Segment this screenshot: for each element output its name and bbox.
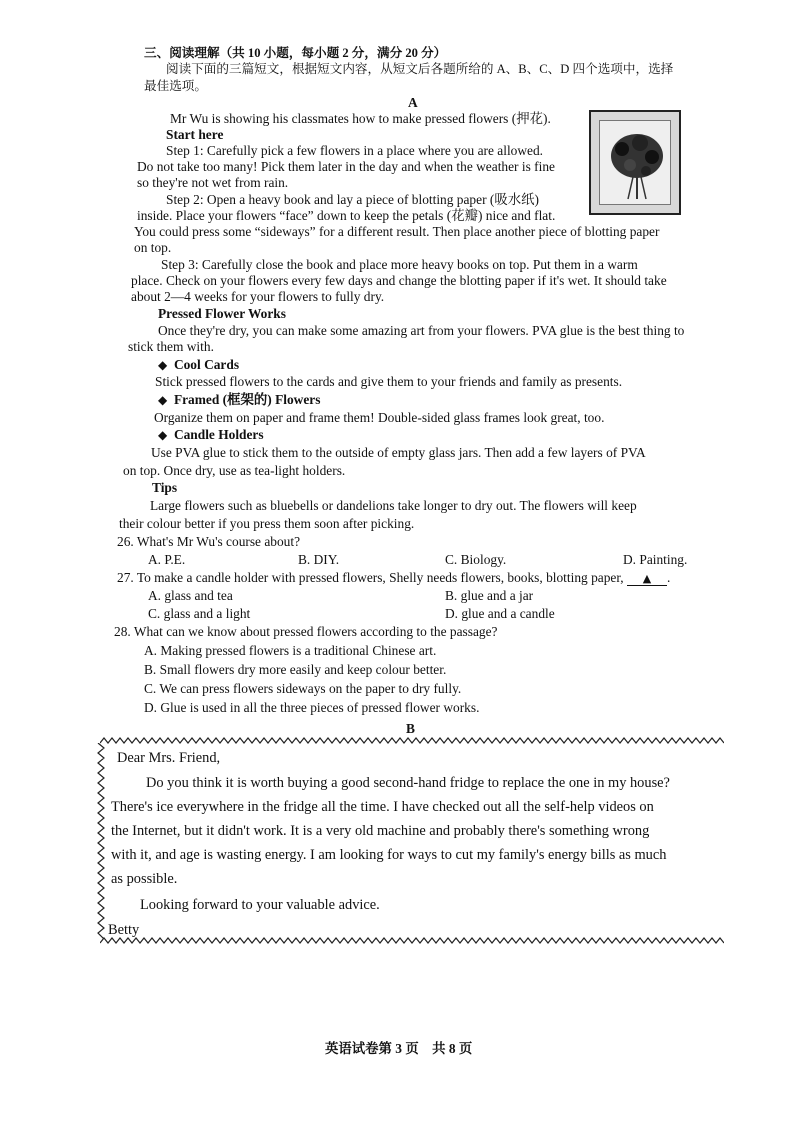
diamond-bullet-icon: ◆ (158, 358, 168, 372)
passage-a-line: about 2—4 weeks for your flowers to fully dry. (131, 289, 385, 304)
page-footer: 英语试卷第 3 页 共 8 页 (325, 1041, 473, 1056)
question-27-end: . (667, 570, 671, 585)
passage-a-line: their colour better if you press them soon after picking. (119, 516, 415, 531)
letter-body-line: with it, and age is wasting energy. I am looking for ways to cut my family's energy bills as much (111, 847, 667, 863)
passage-a-line: You could press some “sideways” for a different result. Then place another piece of blotting paper (134, 224, 660, 239)
option-b: B. DIY. (298, 552, 340, 567)
passage-a-line: stick them with. (128, 339, 214, 354)
subheading: Cool Cards (173, 357, 240, 372)
option-a: A. P.E. (148, 552, 186, 567)
letter-greeting: Dear Mrs. Friend, (117, 750, 221, 766)
letter-body-line: Do you think it is worth buying a good second-hand fridge to replace the one in my house? (146, 775, 670, 791)
option-a: A. glass and tea (148, 588, 233, 603)
diamond-bullet-icon: ◆ (158, 393, 168, 407)
passage-a-line: Mr Wu is showing his classmates how to make pressed flowers (押花). (170, 111, 551, 126)
subheading: Framed (框架的) Flowers (173, 392, 321, 407)
option-d: D. glue and a candle (445, 606, 555, 621)
bullet-item-candle (158, 426, 264, 444)
question-28-stem: 28. What can we know about pressed flowers according to the passage? (114, 624, 498, 639)
passage-a-line: Large flowers such as bluebells or dandelions take longer to dry out. The flowers will keep (150, 498, 637, 513)
bullet-item-framed (158, 391, 320, 409)
letter-body-line: as possible. (111, 871, 178, 887)
passage-a-line: Stick pressed flowers to the cards and give them to your friends and family as presents. (155, 374, 623, 389)
letter-signature: Betty (108, 922, 140, 938)
flower-bouquet-icon (600, 121, 674, 208)
instructions-line-1: 阅读下面的三篇短文，根据短文内容，从短文后各题所给的 A、B、C、D 四个选项中，选择 (166, 62, 674, 76)
question-27-stem (117, 569, 670, 586)
passage-a-heading: Pressed Flower Works (158, 306, 286, 321)
option-b: B. glue and a jar (445, 588, 534, 603)
zigzag-border-bottom (100, 937, 724, 945)
passage-a-line: Do not take too many! Pick them later in the day and when the weather is fine (137, 159, 555, 174)
passage-a-line: on top. (134, 240, 172, 255)
passage-a-line: Organize them on paper and frame them! Double-sided glass frames look great, too. (154, 410, 605, 425)
passage-a-line: Once they're dry, you can make some amazing art from your flowers. PVA glue is the best thing to (158, 323, 685, 338)
letter-closing: Looking forward to your valuable advice. (140, 897, 380, 913)
passage-a-heading: Tips (152, 480, 178, 495)
option-d: D. Painting. (623, 552, 688, 567)
passage-a-line: on top. Once dry, use as tea-light holders. (123, 463, 346, 478)
passage-a-line: so they're not wet from rain. (137, 175, 289, 190)
passage-a-line: Step 1: Carefully pick a few flowers in a place where you are allowed. (166, 143, 544, 158)
letter-body-line: There's ice everywhere in the fridge all the time. I have checked out all the self-help videos on (111, 799, 654, 815)
diamond-bullet-icon: ◆ (158, 428, 168, 442)
triangle-blank-icon: ▲ (627, 572, 667, 586)
pressed-flower-photo (589, 110, 681, 215)
section-header: 三、阅读理解（共 10 小题，每小题 2 分，满分 20 分） (144, 46, 447, 60)
zigzag-border-top (100, 737, 724, 745)
option-a: A. Making pressed flowers is a traditional Chinese art. (144, 643, 437, 658)
passage-a-line: Step 3: Carefully close the book and place more heavy books on top. Put them in a warm (161, 257, 638, 272)
question-27-text: 27. To make a candle holder with pressed flowers, Shelly needs flowers, books, blotting paper, (117, 570, 624, 585)
zigzag-border-left (96, 743, 106, 939)
option-d: D. Glue is used in all the three pieces of pressed flower works. (144, 700, 480, 715)
passage-a-line: place. Check on your flowers every few days and change the blotting paper if it's wet. It should take (131, 273, 667, 288)
letter-body-line: the Internet, but it didn't work. It is a very old machine and probably there's something wrong (111, 823, 650, 839)
passage-a-line: Step 2: Open a heavy book and lay a piece of blotting paper (吸水纸) (166, 192, 539, 207)
passage-a-line: inside. Place your flowers “face” down to keep the petals (花瓣) nice and flat. (137, 208, 556, 223)
passage-a-heading: Start here (166, 127, 224, 142)
subheading: Candle Holders (173, 427, 264, 442)
question-26-stem: 26. What's Mr Wu's course about? (117, 534, 301, 549)
passage-a-line: Use PVA glue to stick them to the outside of empty glass jars. Then add a few layers of PVA (151, 445, 646, 460)
option-c: C. We can press flowers sideways on the paper to dry fully. (144, 681, 462, 696)
option-b: B. Small flowers dry more easily and keep colour better. (144, 662, 447, 677)
bullet-item-cool-cards (158, 356, 239, 374)
passage-b-label: B (406, 721, 415, 736)
instructions-line-2: 最佳选项。 (144, 79, 207, 93)
option-c: C. glass and a light (148, 606, 251, 621)
passage-a-label: A (408, 95, 418, 110)
option-c: C. Biology. (445, 552, 507, 567)
